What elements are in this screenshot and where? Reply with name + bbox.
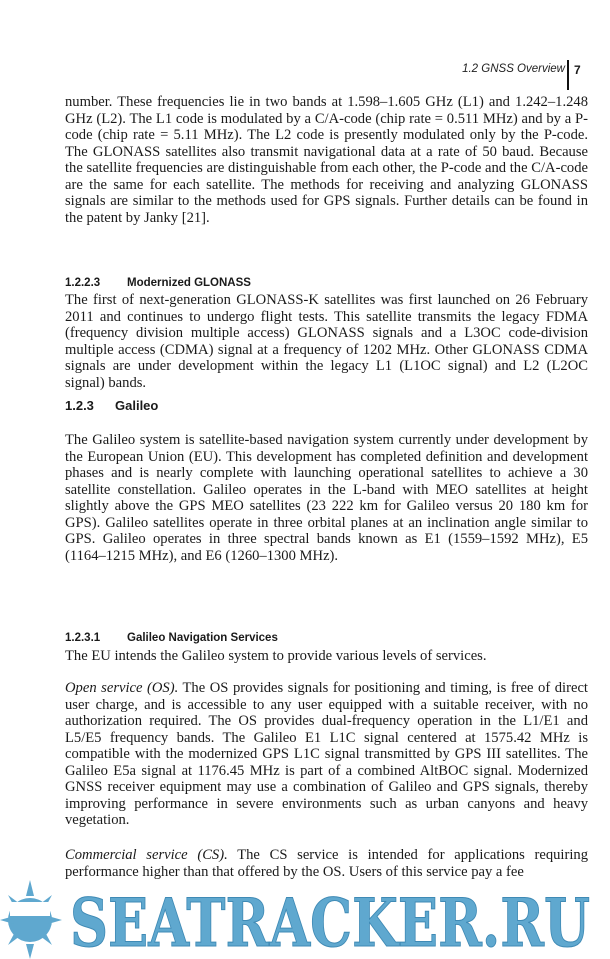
paragraph-lead: Open service (OS).	[65, 680, 179, 696]
heading-galileo-services	[65, 632, 278, 644]
heading-number: 1.2.3	[65, 398, 94, 413]
heading-galileo	[65, 398, 158, 413]
header-divider	[567, 60, 569, 90]
paragraph-services-intro	[65, 648, 588, 665]
paragraph-text: The first of next-generation GLONASS-K satellites was first launched on 26 February 2011 and continues to undergo flight tests. This satellite transmits the legacy FDMA (frequency division multiple access) GLONASS signals and a L3OC code-division multiple access (CDMA) signal at a frequency of 1202 MHz. Other GLONASS CDMA signals are under development within the legacy L1 (L1OC signal) and L2 (L2OC signal) bands.	[65, 292, 588, 391]
page-number: 7	[574, 63, 581, 77]
watermark-text: SEATRACKER.RU	[70, 884, 590, 959]
paragraph-open-service	[65, 680, 588, 829]
paragraph-glonass-k	[65, 292, 588, 391]
sun-icon	[0, 880, 62, 959]
watermark-logo	[0, 880, 610, 959]
paragraph-text: The CS service is intended for applications requiring performance higher than that offered by the OS. Users of this service pay a fee	[65, 847, 588, 880]
paragraph-glonass-frequencies	[65, 94, 588, 226]
paragraph-text: The Galileo system is satellite-based navigation system currently under development by the European Union (EU). This development has completed definition and development phases and is nearly complete with launching operational satellites to achieve a 30 satellite constellation. Galileo operates in the L-band with MEO satellites at height slightly above the GPS MEO satellites (23 222 km for Galileo versus 20 180 km for GPS). Galileo satellites operate in three orbital planes at an inclination angle similar to GPS. Galileo operates in three spectral bands known as E1 (1559–1592 MHz), E5 (1164–1215 MHz), and E6 (1260–1300 MHz).	[65, 432, 588, 564]
paragraph-text: The OS provides signals for positioning and timing, is free of direct user charge, and is accessible to any user equipped with a suitable receiver, with no authorization required. The OS provides dual-frequency operation in the L1/E1 and L5/E5 frequency bands. The Galileo E1 L1C signal centered at 1575.42 MHz is compatible with the modernized GPS L1C signal transmitted by GPS III satellites. The Galileo E5a signal at 1176.45 MHz is part of a combined AltBOC signal. Modernized GNSS receiver equipment may use a combination of Galileo and GPS signals, thereby improving performance in severe environments such as urban canyons and heavy vegetation.	[65, 680, 588, 828]
heading-modernized-glonass	[65, 277, 251, 289]
paragraph-text: number. These frequencies lie in two bands at 1.598–1.605 GHz (L1) and 1.242–1.248 GHz (L2). The L1 code is modulated by a C/A-code (chip rate = 0.511 MHz) and by a P-code (chip rate = 5.11 MHz). The L2 code is presently modulated only by the P-code. The GLONASS satellites also transmit navigational data at a rate of 50 baud. Because the satellite frequencies are distinguishable from each other, the P-code and the C/A-code are the same for each satellite. The methods for receiving and analyzing GLONASS signals are similar to the methods used for GPS signals. Further details can be found in the patent by Janky [21].	[65, 94, 588, 226]
paragraph-lead: Commercial service (CS).	[65, 847, 228, 863]
running-header: 1.2 GNSS Overview	[462, 63, 565, 75]
heading-title: Galileo	[115, 398, 159, 413]
heading-number: 1.2.3.1	[65, 632, 101, 644]
paragraph-galileo-system	[65, 432, 588, 564]
heading-title: Modernized GLONASS	[127, 277, 251, 289]
paragraph-text: The EU intends the Galileo system to provide various levels of services.	[65, 648, 487, 664]
paragraph-commercial-service	[65, 847, 588, 880]
heading-number: 1.2.2.3	[65, 277, 101, 289]
heading-title: Galileo Navigation Services	[127, 632, 278, 644]
